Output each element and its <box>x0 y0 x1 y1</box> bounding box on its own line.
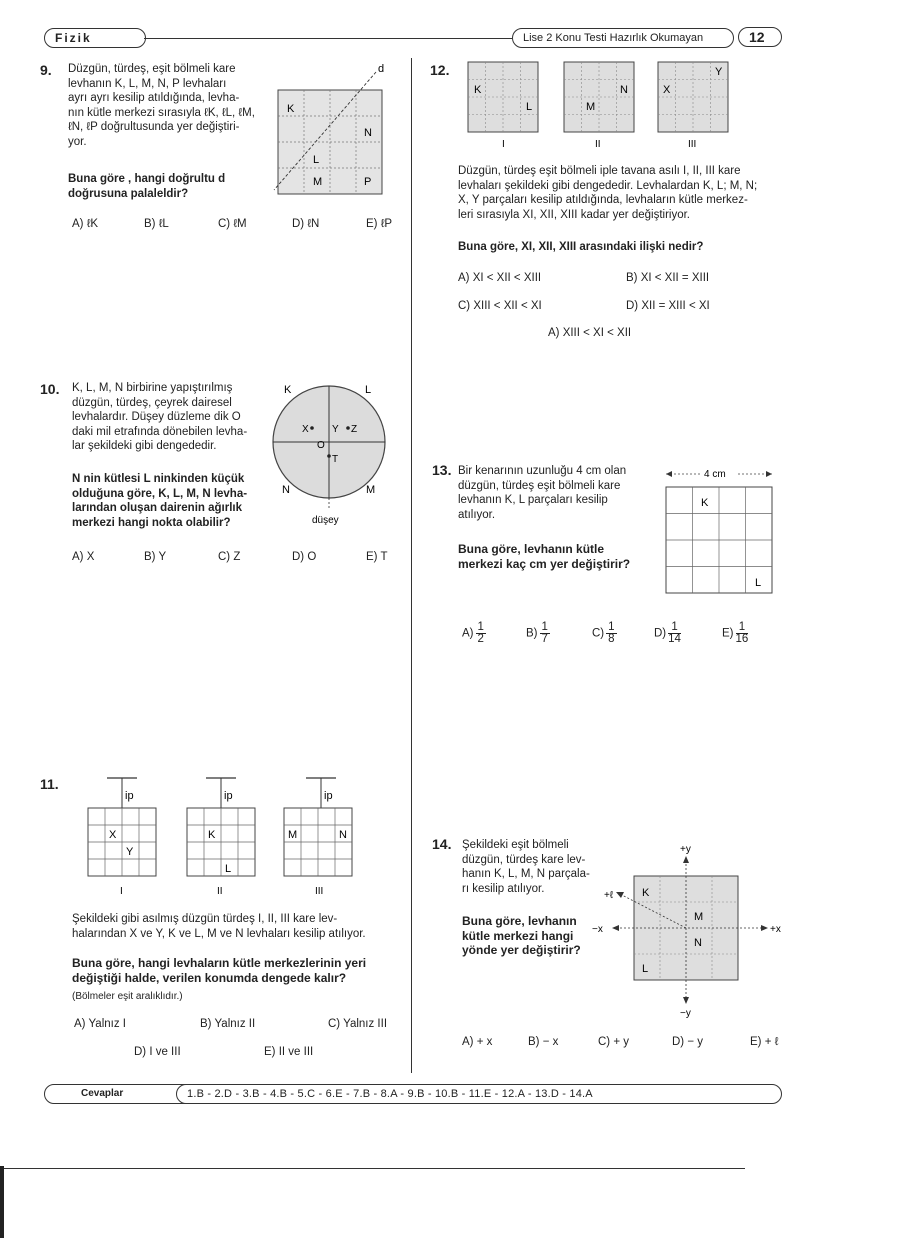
q11-roman-1: I <box>120 886 123 897</box>
q10-point-t: T <box>332 454 339 465</box>
q14-cell-k: K <box>642 887 650 899</box>
q10-figure <box>272 376 392 526</box>
page-number: 12 <box>738 27 782 47</box>
q13-option-a[interactable]: A) $\frac{1}{2}$ <box>462 621 484 645</box>
q12-roman-1: I <box>502 139 505 150</box>
q10-number: 10. <box>40 381 60 397</box>
q13-option-b[interactable]: B) $\frac{1}{7}$ <box>526 621 548 645</box>
q10-point-z: Z <box>351 424 358 435</box>
q10-axis-label: düşey <box>312 515 339 526</box>
q10-option-e[interactable]: E) T <box>366 551 388 563</box>
answer-key: 1.B - 2.D - 3.B - 4.B - 5.C - 6.E - 7.B - 8.A - 9.B - 10.B - 11.E - 12.A - 13.D - 14.A <box>176 1084 782 1104</box>
test-title: Lise 2 Konu Testi Hazırlık Okumayan <box>512 28 734 48</box>
q11-note: (Bölmeler eşit aralıklıdır.) <box>72 991 183 1002</box>
q13-question: Buna göre, levhanın kütle merkezi kaç cm yer değiştirir? <box>458 542 631 571</box>
q11-cell-y: Y <box>126 846 134 858</box>
q9-option-c[interactable]: C) ℓM <box>218 218 247 230</box>
q10-option-c[interactable]: C) Z <box>218 551 241 563</box>
q14-option-d[interactable]: D) − y <box>672 1036 703 1048</box>
q11-option-d[interactable]: D) I ve III <box>134 1046 181 1058</box>
q11-option-b[interactable]: B) Yalnız II <box>200 1018 256 1030</box>
q9-line-label: d <box>378 63 385 75</box>
q9-option-d[interactable]: D) ℓN <box>292 218 320 230</box>
q11-cell-n: N <box>339 829 347 841</box>
q14-question: Buna göre, levhanın kütle merkezi hangi yönde yer değiştirir? <box>462 914 581 957</box>
q12-roman-2: II <box>595 139 601 150</box>
q12-roman-3: III <box>688 139 697 150</box>
q14-option-e[interactable]: E) + ℓ <box>750 1036 779 1048</box>
q13-option-c[interactable]: C) $\frac{1}{8}$ <box>592 621 615 645</box>
q11-cell-m: M <box>288 829 298 841</box>
q14-axis-plus-y: +y <box>680 844 691 855</box>
q11-cell-k: K <box>208 829 216 841</box>
q12-cell-y: Y <box>715 66 723 78</box>
q14-figure <box>592 840 796 1020</box>
q12-cell-l: L <box>526 101 533 113</box>
q14-axis-plus-x: +x <box>770 924 781 935</box>
q12-option-c[interactable]: C) XIII < XII < XI <box>458 300 542 312</box>
q12-cell-n: N <box>620 84 628 96</box>
q9-question: Buna göre , hangi doğrultu d doğrusuna palaleldir? <box>68 173 226 200</box>
q13-number: 13. <box>432 462 452 478</box>
q14-number: 14. <box>432 836 452 852</box>
header-rule <box>144 38 512 39</box>
q11-option-a[interactable]: A) Yalnız I <box>74 1018 126 1030</box>
q9-cell-m: M <box>313 176 323 188</box>
q10-quad-m: M <box>366 484 376 496</box>
q12-cell-k: K <box>474 84 482 96</box>
column-divider <box>411 58 412 1073</box>
q9-stem: Düzgün, türdeş, eşit bölmeli kare levhanın K, L, M, N, P levhaları ayrı ayrı kesilip atıldığında, levha- nın kütle merkezi sırasıyla ℓK, ℓL, ℓM, ℓN, ℓP doğrultusunda yer değiştiri- yor. <box>68 63 255 148</box>
q9-number: 9. <box>40 62 52 78</box>
q11-cell-x: X <box>109 829 117 841</box>
q10-point-o: O <box>317 440 325 451</box>
q12-cell-m: M <box>586 101 596 113</box>
q14-axis-minus-y: −y <box>680 1008 691 1019</box>
q12-stem: Düzgün, türdeş eşit bölmeli iple tavana asılı I, II, III kare levhaları şekildeki gibi dengededir. Levhalardan K, L; M, N; X, Y parçaları kesilip atıldığında, levhaların kütle merkez- leri sırasıyla XI, XII, XIII kadar yer değiştiriyor. <box>458 165 758 221</box>
q11-number: 11. <box>40 776 59 792</box>
q13-cell-l: L <box>755 577 762 589</box>
q9-option-b[interactable]: B) ℓL <box>144 218 169 230</box>
q10-option-a[interactable]: A) X <box>72 551 95 563</box>
q10-option-d[interactable]: D) O <box>292 551 317 563</box>
q12-option-e[interactable]: A) XIII < XI < XII <box>548 327 632 339</box>
q10-quad-k: K <box>284 384 292 396</box>
q11-option-c[interactable]: C) Yalnız III <box>328 1018 388 1030</box>
q14-cell-n: N <box>694 937 702 949</box>
q9-cell-n: N <box>364 127 372 139</box>
q11-cell-l: L <box>225 863 232 875</box>
q12-option-a[interactable]: A) XI < XII < XIII <box>458 272 542 284</box>
q12-question: Buna göre, XI, XII, XIII arasındaki ilişki nedir? <box>458 241 704 253</box>
q9-cell-p: P <box>364 176 372 188</box>
q9-option-a[interactable]: A) ℓK <box>72 218 99 230</box>
q11-ip-label-1: ip <box>125 790 134 802</box>
q11-figure <box>84 778 374 898</box>
q13-figure <box>664 462 778 600</box>
q13-stem: Bir kenarının uzunluğu 4 cm olan düzgün, türdeş eşit bölmeli kare levhanın K, L parçaları kesilip atılıyor. <box>458 465 627 521</box>
q9-option-e[interactable]: E) ℓP <box>366 218 393 230</box>
q14-option-c[interactable]: C) + y <box>598 1036 629 1048</box>
q12-number: 12. <box>430 62 450 78</box>
q11-roman-3: III <box>315 886 324 897</box>
q14-cell-l: L <box>642 963 649 975</box>
q12-option-b[interactable]: B) XI < XII = XIII <box>626 272 710 284</box>
q10-question: N nin kütlesi L ninkinden küçük olduğuna göre, K, L, M, N levha- larından oluşan dairenin ağırlık merkezi hangi nokta olabilir? <box>72 473 248 529</box>
footer-rule <box>0 1168 745 1169</box>
q11-option-e[interactable]: E) II ve III <box>264 1046 314 1058</box>
q13-option-e[interactable]: E) $\frac{1}{16}$ <box>722 621 749 645</box>
q14-option-b[interactable]: B) − x <box>528 1036 559 1048</box>
q13-dimension: 4 cm <box>704 469 726 480</box>
q14-axis-minus-x: −x <box>592 924 603 935</box>
q11-stem: Şekildeki gibi asılmış düzgün türdeş I, II, III kare lev- halarından X ve Y, K ve L, M ve N levhaları kesilip atılıyor. <box>72 913 366 940</box>
q13-cell-k: K <box>701 497 709 509</box>
q14-axis-plus-l: +ℓ <box>604 890 614 901</box>
q11-question: Buna göre, hangi levhaların kütle merkezlerinin yeri değiştiği halde, verilen konumda dengede kalır? <box>72 956 367 985</box>
q10-quad-n: N <box>282 484 290 496</box>
left-edge-mark <box>0 1166 4 1238</box>
q9-figure <box>278 62 390 202</box>
q12-cell-x: X <box>663 84 671 96</box>
q14-cell-m: M <box>694 911 704 923</box>
q13-option-d[interactable]: D) $\frac{1}{14}$ <box>654 621 681 645</box>
answers-label: Cevaplar <box>44 1084 202 1104</box>
q12-option-d[interactable]: D) XII = XIII < XI <box>626 300 710 312</box>
q9-cell-l: L <box>313 154 320 166</box>
q10-option-b[interactable]: B) Y <box>144 551 167 563</box>
q10-point-y: Y <box>332 424 339 435</box>
q10-quad-l: L <box>365 384 372 396</box>
q11-ip-label-2: ip <box>224 790 233 802</box>
q10-stem: K, L, M, N birbirine yapıştırılmış düzgün, türdeş, çeyrek dairesel levhalardır. Düşey düzleme dik O daki mil etrafında dönebilen levha- lar şekildeki gibi dengededir. <box>72 382 248 452</box>
subject-badge: Fizik <box>44 28 146 48</box>
q14-stem: Şekildeki eşit bölmeli düzgün, türdeş kare lev- hanın K, L, M, N parçala- rı kesilip atılıyor. <box>462 839 590 895</box>
q14-option-a[interactable]: A) + x <box>462 1036 493 1048</box>
q11-roman-2: II <box>217 886 223 897</box>
q12-figure <box>468 62 738 152</box>
q9-cell-k: K <box>287 103 295 115</box>
q11-ip-label-3: ip <box>324 790 333 802</box>
q10-point-x: X <box>302 424 309 435</box>
